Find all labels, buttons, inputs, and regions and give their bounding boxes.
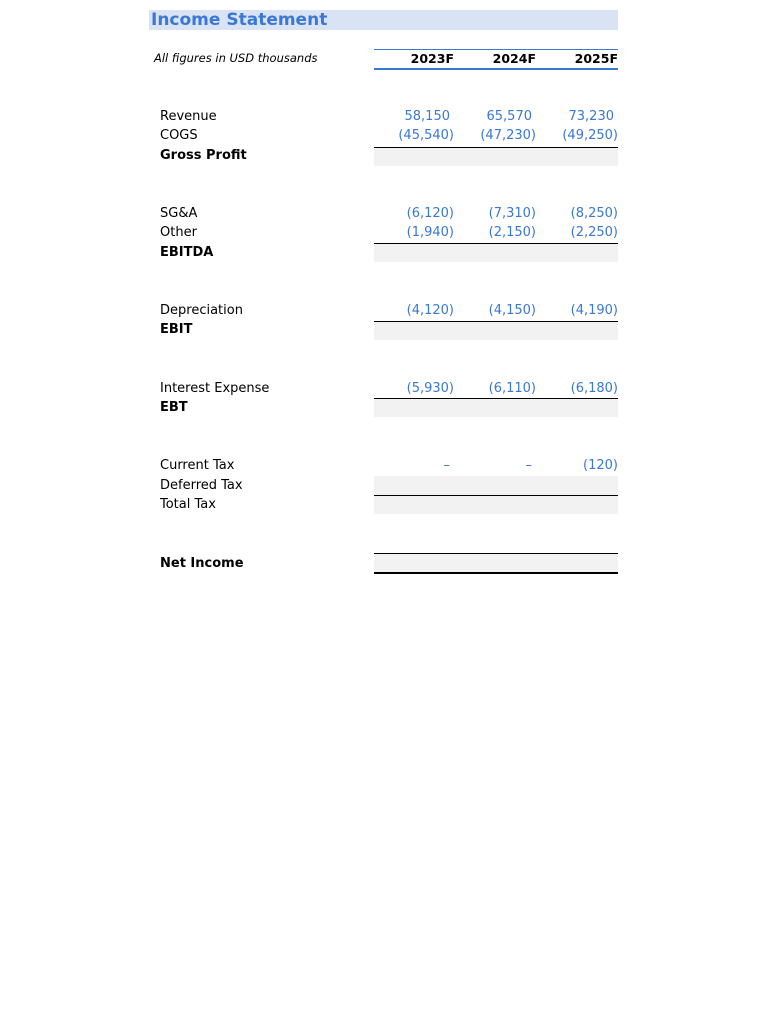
row-label-cogs: COGS: [160, 128, 198, 143]
row-label-depreciation: Depreciation: [160, 303, 243, 318]
row-label-current-tax: Current Tax: [160, 458, 235, 473]
cell-revenue-2023f[interactable]: 58,150: [404, 109, 450, 124]
net-income-rule-bottom: [374, 572, 618, 574]
deferred-tax-cells[interactable]: [374, 476, 618, 495]
column-header-2024f: 2024F: [492, 51, 536, 66]
cell-revenue-2025f[interactable]: 73,230: [568, 109, 614, 124]
ebt-cells[interactable]: [374, 399, 618, 417]
cell-sga-2025f[interactable]: (8,250): [570, 206, 618, 221]
row-label-sga: SG&A: [160, 206, 198, 221]
page-title: Income Statement: [151, 10, 328, 30]
header-rule-bottom: [374, 68, 618, 70]
cell-sga-2023f[interactable]: (6,120): [406, 206, 454, 221]
cell-cogs-2025f[interactable]: (49,250): [562, 128, 618, 143]
cell-current-tax-2025f[interactable]: (120): [583, 458, 618, 473]
cell-depreciation-2024f[interactable]: (4,150): [488, 303, 536, 318]
cell-depreciation-2023f[interactable]: (4,120): [406, 303, 454, 318]
ebitda-cells[interactable]: [374, 244, 618, 262]
row-label-ebit: EBIT: [160, 322, 193, 337]
gross-profit-cells[interactable]: [374, 148, 618, 166]
ebit-cells[interactable]: [374, 322, 618, 340]
cell-current-tax-2023f[interactable]: –: [443, 458, 450, 473]
cell-interest-expense-2023f[interactable]: (5,930): [406, 381, 454, 396]
row-label-interest-expense: Interest Expense: [160, 381, 270, 396]
cell-cogs-2023f[interactable]: (45,540): [398, 128, 454, 143]
total-tax-cells[interactable]: [374, 496, 618, 514]
row-label-revenue: Revenue: [160, 109, 217, 124]
row-label-total-tax: Total Tax: [160, 497, 216, 512]
cell-other-2023f[interactable]: (1,940): [406, 225, 454, 240]
cell-other-2024f[interactable]: (2,150): [488, 225, 536, 240]
row-label-other: Other: [160, 225, 197, 240]
cell-depreciation-2025f[interactable]: (4,190): [570, 303, 618, 318]
row-label-ebt: EBT: [160, 400, 188, 415]
net-income-cells[interactable]: [374, 554, 618, 572]
column-header-2025f: 2025F: [574, 51, 618, 66]
column-header-2023f: 2023F: [410, 51, 454, 66]
cell-cogs-2024f[interactable]: (47,230): [480, 128, 536, 143]
row-label-ebitda: EBITDA: [160, 245, 214, 260]
cell-sga-2024f[interactable]: (7,310): [488, 206, 536, 221]
row-label-net-income: Net Income: [160, 556, 244, 571]
cell-interest-expense-2025f[interactable]: (6,180): [570, 381, 618, 396]
header-rule-top: [374, 49, 618, 50]
cell-other-2025f[interactable]: (2,250): [570, 225, 618, 240]
row-label-gross-profit: Gross Profit: [160, 148, 247, 163]
cell-current-tax-2024f[interactable]: –: [525, 458, 532, 473]
cell-interest-expense-2024f[interactable]: (6,110): [488, 381, 536, 396]
units-note: All figures in USD thousands: [154, 51, 318, 65]
row-label-deferred-tax: Deferred Tax: [160, 478, 243, 493]
cell-revenue-2024f[interactable]: 65,570: [486, 109, 532, 124]
title-bar: [149, 10, 618, 30]
